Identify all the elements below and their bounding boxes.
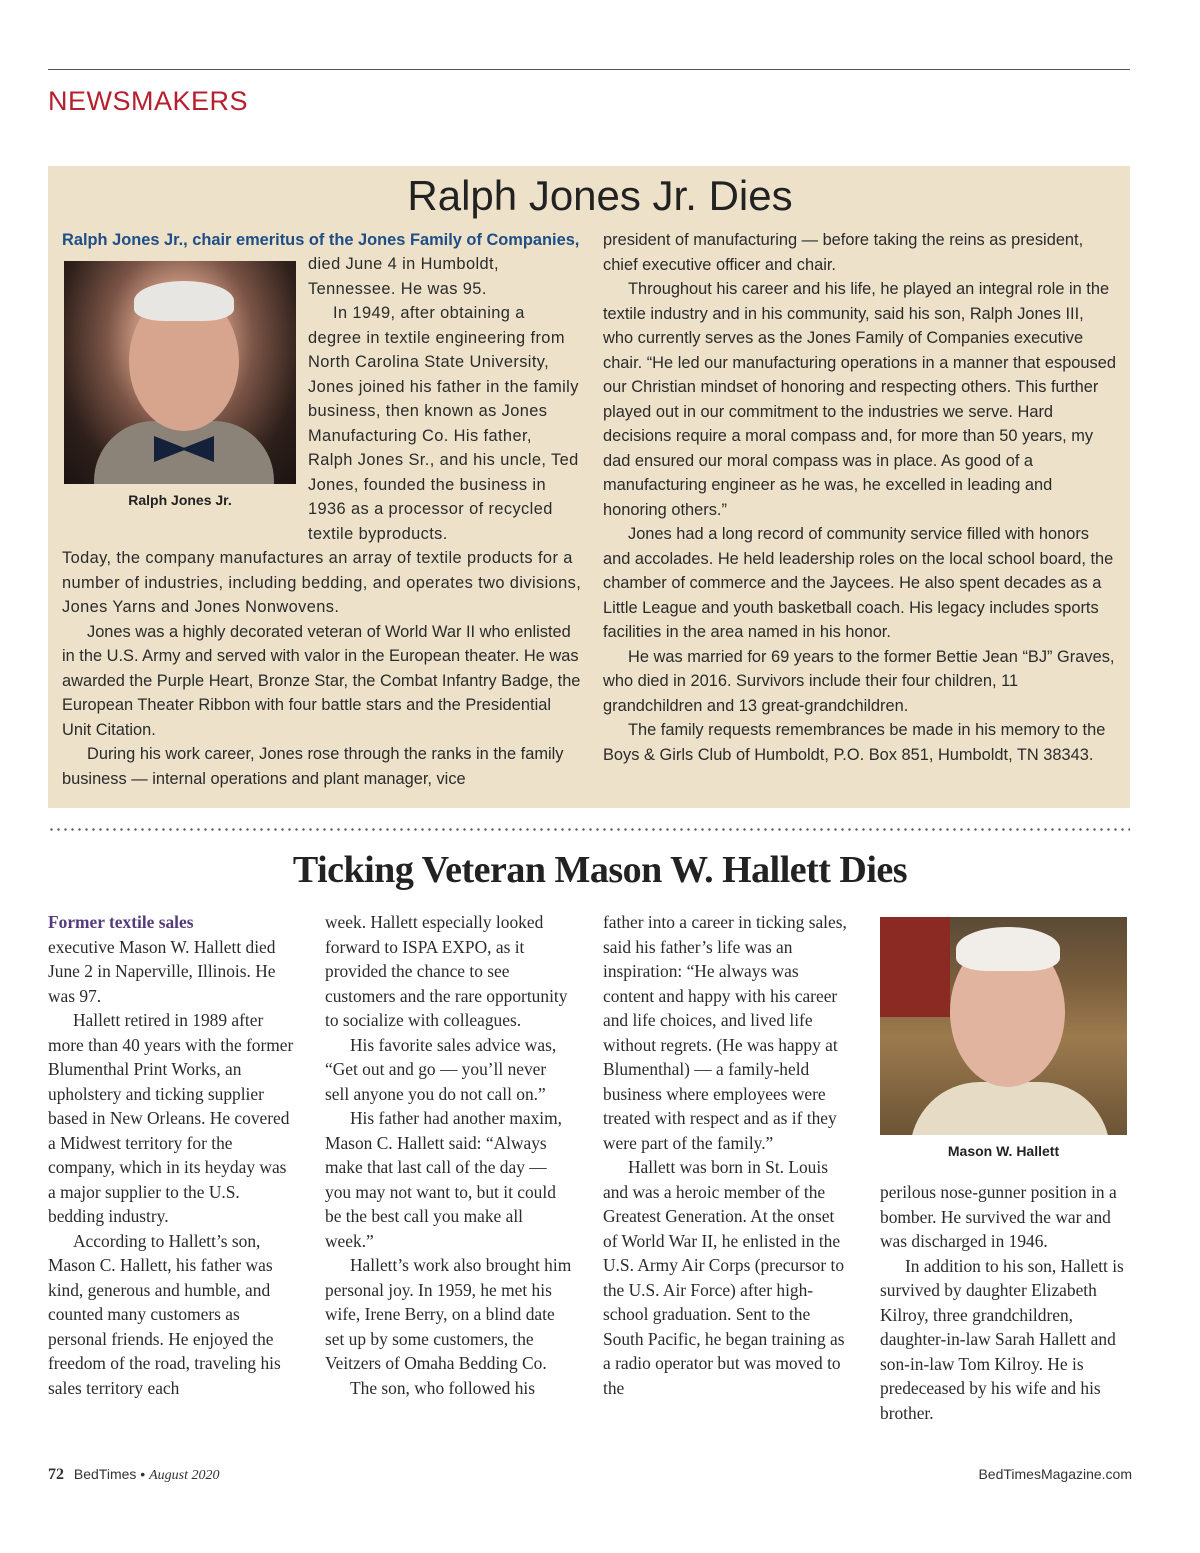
paragraph: executive Mason W. Hallett died June 2 in Naperville, Illinois. He was 97.	[48, 936, 276, 1006]
paragraph: Today, the company manufactures an array of textile products for a number of industries, including bedding, and operates two divisions, Jones Yarns and Jones Nonwovens.	[62, 549, 582, 616]
paragraph: week. Hallett especially looked forward to ISPA EXPO, as it provided the chance to see customers and the rare opportunity to socialize with colleagues.	[325, 912, 568, 1030]
article1-lead: Ralph Jones Jr., chair emeritus of the Jones Family of Companies,	[62, 231, 580, 249]
paragraph: In 1949, after obtaining a degree in textile engineering from North Carolina State University, Jones joined his father in the family business, then known as Jones Manufacturing Co. His father, Ralph Jones Sr., and his uncle, Ted Jones, founded the business in 1936 as a processor of recycled textile byproducts.	[308, 304, 579, 543]
footer-left	[48, 1466, 219, 1484]
paragraph: Hallett’s work also brought him personal joy. In 1959, he met his wife, Irene Berry, on a blind date set up by some customers, the Veitzers of Omaha Bedding Co.	[325, 1255, 572, 1373]
paragraph: Jones had a long record of community service filled with honors and accolades. He held leadership roles on the local school board, the chamber of commerce and the Jaycees. He also spent decades as a Little League and youth basketball coach. His legacy includes sports facilities in the area named in his honor.	[603, 525, 1114, 641]
paragraph: His favorite sales advice was, “Get out and go — you’ll never sell anyone you do not call on.”	[325, 1034, 557, 1104]
paragraph: During his work career, Jones rose through the ranks in the family business — internal operations and plant manager, vice	[62, 745, 564, 788]
issue-date: August 2020	[149, 1468, 220, 1483]
dotted-divider	[48, 828, 1130, 831]
paragraph: He was married for 69 years to the former Bettie Jean “BJ” Graves, who died in 2016. Survivors include their four children, 11 grandchildren and 13 great-grandchildren.	[603, 647, 1115, 715]
paragraph: president of manufacturing — before taking the reins as president, chief executive officer and chair.	[603, 231, 1084, 274]
article1-column-2	[603, 228, 1118, 767]
article2-column-3	[603, 910, 851, 1400]
paragraph: The son, who followed his	[350, 1377, 535, 1398]
page-number: 72	[48, 1466, 64, 1483]
article1-right-text	[308, 252, 580, 546]
caption-mason-hallett: Mason W. Hallett	[947, 1143, 1060, 1159]
top-rule	[48, 69, 1130, 70]
article2-column-4	[880, 1180, 1132, 1425]
paragraph: father into a career in ticking sales, said his father’s life was an inspiration: “He always was content and happy with his career and life choices, and lived life without regrets. (He was happy at Blumenthal) — a family-held business where employees were treated with respect and as if they were part of the family.”	[603, 912, 847, 1153]
section-label: NEWSMAKERS	[48, 86, 249, 116]
article2-lead: Former textile sales	[48, 912, 194, 932]
paragraph: According to Hallett’s son, Mason C. Hallett, his father was kind, generous and humble, and counted many customers as personal friends. He enjoyed the freedom of the road, traveling his sales territory each	[48, 1230, 281, 1398]
paragraph: perilous nose-gunner position in a bomber. He survived the war and was discharged in 1946.	[880, 1182, 1117, 1251]
photo-ralph-jones	[64, 261, 296, 484]
paragraph: Throughout his career and his life, he played an integral role in the textile industry and in his community, said his son, Ralph Jones III, who currently serves as the Jones Family of Companies executive chair. “He led our manufacturing operations in a manner that espoused our Christian mindset of honoring and respecting others. This further played out in our commitment to the industries we serve. Hard decisions require a moral compass and, for more than 50 years, my dad ensured our moral compass was in place. As good of a manufacturing engineer as he was, he excelled in leading and honoring others.”	[603, 280, 1116, 519]
caption-ralph-jones: Ralph Jones Jr.	[128, 492, 232, 508]
paragraph: died June 4 in Humboldt, Tennessee. He was 95.	[308, 255, 499, 298]
paragraph: Hallett was born in St. Louis and was a heroic member of the Greatest Generation. At the onset of World War II, he enlisted in the U.S. Army Air Corps (precursor to the U.S. Air Force) after high-school graduation. Sent to the South Pacific, he began training as a radio operator but was moved to the	[603, 1157, 845, 1398]
paragraph: His father had another maxim, Mason C. Hallett said: “Always make that last call of the day — you may not want to, but it could be the best call you make all week.”	[325, 1108, 562, 1251]
paragraph: Jones was a highly decorated veteran of World War II who enlisted in the U.S. Army and served with valor in the European theater. He was awarded the Purple Heart, Bronze Star, the Combat Infantry Badge, the European Theater Ribbon with four battle stars and the Presidential Unit Citation.	[62, 622, 581, 739]
magazine-name: BedTimes	[73, 1466, 137, 1482]
headline-mason-hallett: Ticking Veteran Mason W. Hallett Dies	[292, 849, 908, 891]
footer-url: BedTimesMagazine.com	[978, 1466, 1132, 1482]
photo-mason-hallett	[880, 917, 1127, 1135]
paragraph: Hallett retired in 1989 after more than 40 years with the former Blumenthal Print Works, an upholstery and ticking supplier based in New Orleans. He covered a Midwest territory for the company, which in its heyday was a major supplier to the U.S. bedding industry.	[48, 1010, 294, 1226]
separator: •	[140, 1466, 146, 1482]
paragraph: In addition to his son, Hallett is survived by daughter Elizabeth Kilroy, three grandchildren, daughter-in-law Sarah Hallett and son-in-law Tom Kilroy. He is predeceased by his wife and his brother.	[880, 1255, 1124, 1423]
article1-wide-text	[62, 546, 582, 791]
article2-column-2	[325, 910, 573, 1400]
paragraph: The family requests remembrances be made in his memory to the Boys & Girls Club of Humboldt, P.O. Box 851, Humboldt, TN 38343.	[603, 721, 1106, 764]
article2-column-1	[48, 910, 296, 1400]
headline-ralph-jones: Ralph Jones Jr. Dies	[407, 172, 793, 219]
